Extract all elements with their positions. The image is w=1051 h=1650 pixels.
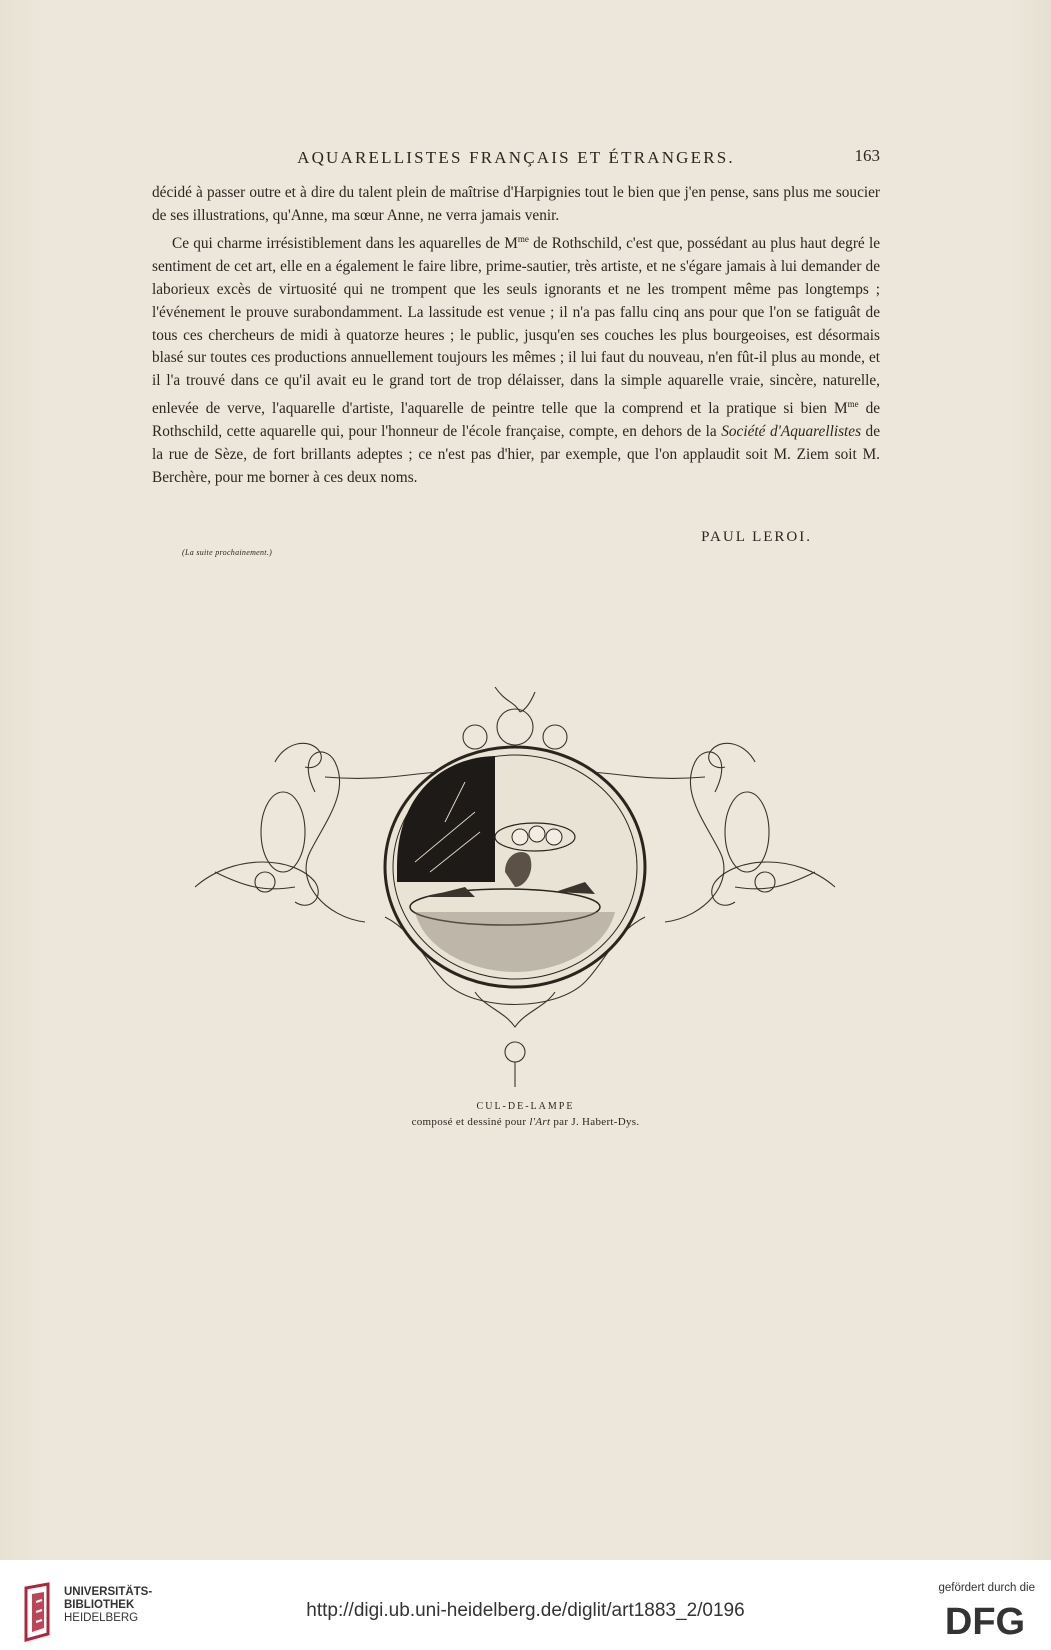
running-head bbox=[152, 146, 880, 172]
superscript: me bbox=[517, 233, 529, 244]
dfg-logo-text: DFG bbox=[944, 1602, 1026, 1638]
article-body bbox=[152, 182, 880, 490]
paragraph-2 bbox=[152, 228, 880, 490]
dfg-logo[interactable] bbox=[935, 1602, 1035, 1638]
credit-text: par J. Habert-Dys. bbox=[550, 1116, 640, 1128]
library-name-line: BIBLIOTHEK bbox=[64, 1599, 135, 1611]
text-run: de la rue de Sèze, de fort brillants adeptes ; ce n'est pas d'hier, par exemple, que l'on applaudit soit M. Ziem soit M. Berchère, pour me borner à ces deux noms. bbox=[152, 423, 880, 487]
permalink-url[interactable]: http://digi.ub.uni-heidelberg.de/diglit/art1883_2/0196 bbox=[306, 1600, 745, 1621]
italic-title: Société d'Aquarellistes bbox=[721, 423, 862, 441]
text-run: Ce qui charme irrésistiblement dans les aquarelles de M bbox=[172, 234, 518, 252]
caption-title: CUL-DE-LAMPE bbox=[476, 1101, 575, 1112]
funded-by-label: gefördert durch die bbox=[938, 1582, 1035, 1594]
credit-text: composé et dessiné pour bbox=[411, 1116, 530, 1128]
left-scroll bbox=[195, 862, 318, 905]
library-name-line: HEIDELBERG bbox=[64, 1612, 139, 1624]
continued-note: (La suite prochainement.) bbox=[182, 548, 273, 557]
library-name-line: UNIVERSITÄTS- bbox=[64, 1586, 153, 1598]
right-scroll bbox=[712, 862, 835, 905]
text-run: de Rothschild, cette aquarelle qui, pour l'honneur de l'école française, compte, en dehors de la bbox=[152, 400, 881, 441]
superscript: me bbox=[847, 399, 859, 410]
page-number: 163 bbox=[854, 146, 880, 165]
running-title: AQUARELLISTES FRANÇAIS ET ÉTRANGERS. bbox=[297, 148, 735, 167]
text-run: de Rothschild, c'est que, possédant au plus haut degré le sentiment de cet art, elle en a également le faire libre, prime-sautier, très artiste, et ne s'égare jamais à lui demander de laborieux excès de virtuosité qui ne trompent que les seuls ignorants et ne les trompent même pas longtemps ; l'événement le prouve surabondamment. La lassitude est venue ; il n'a pas fallu cinq ans pour que l'on se fatiguât de tous ces chercheurs de midi à quatorze heures ; le public, jusqu'en ses couches les plus bourgeoises, est désormais blasé sur toutes ces productions annuellement toujours les mêmes ; il lui faut du nouveau, n'en fût-il plus au monde, et il l'a trouvé dans ce qu'il avait eu le grand tort de trop délaisser, dans la simple aquarelle vraie, sincère, naturelle, enlevée de verve, l'aquarelle d'artiste, l'aquarelle de peintre telle que la comprend et la pratique si bien M bbox=[152, 234, 880, 418]
credit-italic: l'Art bbox=[529, 1116, 551, 1128]
paragraph-1: décidé à passer outre et à dire du talent plein de maîtrise d'Harpignies tout le bien que j'en pense, sans plus me soucier de ses illustrations, qu'Anne, ma sœur Anne, ne verra jamais venir. bbox=[152, 184, 880, 224]
footer-bar bbox=[0, 1560, 1051, 1650]
cul-de-lampe-illustration bbox=[175, 682, 855, 1094]
author-signature: PAUL LEROI. bbox=[701, 529, 812, 545]
caption-credit bbox=[0, 1116, 1051, 1128]
